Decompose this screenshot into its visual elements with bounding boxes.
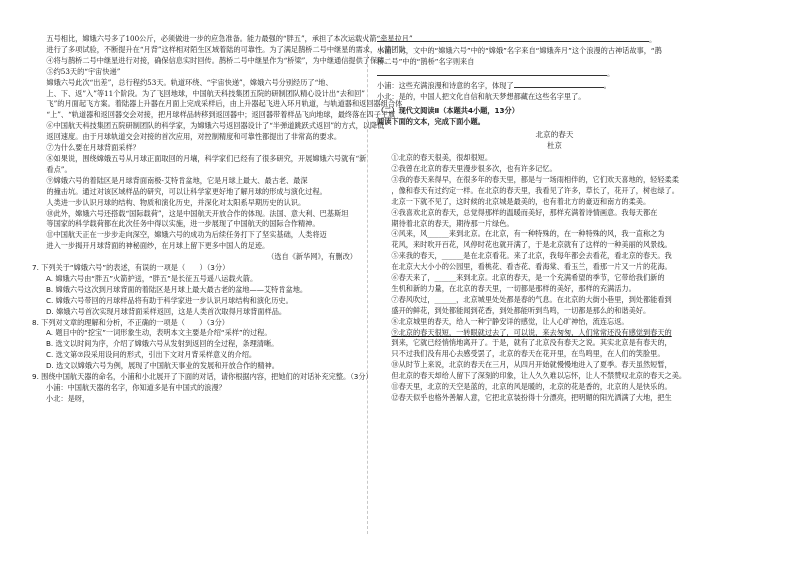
essay-paragraph: ⑪春天里，北京的天空是蓝的，北京的风是暖的，北京的花是香的，北京的人是快乐的。 (391, 382, 672, 392)
essay-paragraph: ⑨北京的春天很短，一转眼就过去了，可以说，来去匆匆，人们常常还没有感觉到春天的 (391, 327, 672, 337)
article-paragraph: 返回速度。由于月球轨道交会对接的首次应用，对控制精度和可靠性都提出了非常高的要求。 (46, 132, 342, 142)
question-stem: 8. 下列对文章的理解和分析，不正确的一项是（ ）（3分） (32, 317, 229, 327)
essay-paragraph: ⑤来我的春天，______是在北京看花。来了北京，我每年都会去看花，看北京的春天。我 (391, 251, 672, 261)
article-paragraph: 看点”。 (46, 164, 72, 174)
essay-author: 杜京 (547, 141, 562, 151)
article-paragraph: 人类进一步认识月球的结构、物质和演化历史，并深化对太阳系早期历史的认识。 (46, 197, 306, 207)
dialogue-right-4: 小北：是的，中国人把文化自信和航天梦想都藏在这些名字里了。 (377, 91, 586, 101)
left-questions (32, 263, 373, 383)
essay-paragraph: ⑩从时节上来说，北京的春天在三月，从四月开始就慢慢地进入了夏季。春天虽然短暂， (391, 360, 672, 370)
question-option[interactable]: D. 嫦娥六号首次实现月球背面采样返回，这是人类首次取得月球背面样品。 (46, 306, 287, 316)
essay-paragraph: 但北京的春天却给人留下了深刻的印象，让人久久难以忘怀，让人不禁赞叹北京的春天之美。 (391, 371, 687, 381)
essay-paragraph: 到来，它就已经悄悄地离开了。于是，就有了北京没有春天之说。其实北京是有春天的， (391, 338, 672, 348)
right-column (377, 34, 732, 404)
question-option[interactable]: A. 题目中的“挖宝”一词形象生动，表明本文主要是介绍“采样”的过程。 (46, 328, 272, 338)
essay-paragraph: ④我喜欢北京的春天，总觉得那样的温暖而美好，那样充满着诗情画意。我每天都在 (391, 207, 658, 217)
essay-paragraph: ②我曾在北京的春天里漫步很多次，也有许多记忆。 (391, 163, 557, 173)
question-option[interactable]: B. 选文以时间为序，介绍了嫦娥六号从发射到返回的全过程，条理清晰。 (46, 339, 279, 349)
essay-title: 北京的春天 (535, 130, 574, 140)
article-paragraph: ⑤约53天的“宇宙快递” (46, 66, 121, 76)
essay-paragraph: ，像和春天有过约定一样。在北京的春天里，我看见了许多，草长了，花开了，树也绿了。 (391, 185, 679, 195)
article-paragraph: 的撞击坑。通过对该区域样品的研究，可以让科学家更好地了解月球的形成与演化过程。 (46, 186, 327, 196)
left-article (32, 34, 413, 252)
essay-paragraph: ⑧北京城里的春天，给人一种宁静安详的感觉，让人心旷神怡，流连忘返。 (391, 316, 629, 326)
left-column (32, 34, 413, 405)
question-option[interactable]: A. 嫦娥六号由“胖五”火箭护送，“胖五”是长征五号遥八运载火箭。 (46, 273, 258, 283)
question-option[interactable]: C. 嫦娥六号带回的月球样品将有助于科学家进一步认识月球结构和演化历史。 (46, 295, 293, 305)
essay-paragraph: 期待着北京的春天，期待那一片绿色。 (391, 218, 514, 228)
article-paragraph: 五号相比，嫦娥六号多了100公斤，必须做进一步的应急准备。能力最强的“胖五”，承担了本次运载火箭“牵星拉月” (46, 34, 413, 43)
article-paragraph: 飞”的月面起飞方案。着陆器上升器在月面上完成采样后，由上升器起飞进入环月轨道，与轨道器和返回器组合体 (46, 99, 403, 109)
article-paragraph: 嫦娥六号此次“出差”，总行程约53天。轨道环绕、“宇宙快递”，嫦娥六号分别经历了“地、 (46, 77, 333, 87)
question-option[interactable]: B. 嫦娥六号这次到月球背面的着陆区是月球上最大最古老的盆地——艾特肯盆地。 (46, 284, 308, 294)
article-paragraph: 上、下、返”入”等11个阶段。为了飞回地球，中国航天科技集团五院的研制团队精心设计出“去和回” (46, 88, 365, 98)
article-paragraph: 等国家的科学载荷都在此次任务中得以实施，进一步展现了中国航天的国际合作精神。 (46, 219, 320, 229)
article-paragraph: ⑪中国航天正在一步步走向深空，嫦娥六号的成功为后续任务打下了坚实基础，人类将迈 (46, 230, 327, 240)
section-heading: （二）现代文阅读Ⅱ（本题共4小题，13分） (377, 106, 519, 116)
question-option[interactable]: C. 选文第⑦段采用设问的形式，引出下文对月背采样意义的介绍。 (46, 350, 257, 360)
essay-paragraph: 花风，来时吹开百花，风停时花也就开满了，于是北京就有了这样的一种美丽的风景线。 (391, 240, 672, 250)
essay-paragraph: 盛开的鲜花，到处都能闻到花香，到处都能听到鸟鸣，一切都是那么的和谐美好。 (391, 305, 651, 315)
article-source: （选自《新华网》，有删改） (267, 252, 357, 262)
essay-paragraph: 北京一下就不见了，这时候的北京城是最美的，也有着北方的豪迈和南方的柔美。 (391, 196, 651, 206)
essay-paragraph: 生机和新的力量，在北京的春天里，一切都是那样的美好，那样的充满活力。 (391, 283, 636, 293)
essay-paragraph: ①北京的春天很美，很却很短。 (391, 153, 493, 163)
essay-paragraph: ④风来，风______来到北京。在北京，有一种特殊的，在一种特殊的风，我一直称之为 (391, 229, 665, 239)
question-stem: 9. 围绕中国航天器的命名，小浦和小北展开了下面的对话，请你根据内容，把她们的对话补充完整。（3分） (32, 372, 373, 382)
article-paragraph: ⑩此外，嫦娥六号还搭载“国际载荷”，这是中国航天开放合作的体现。法国、意大利、巴基斯坦 (46, 208, 349, 218)
question-option[interactable]: D. 选文以嫦娥六号为例，展现了中国航天事业的发展和开放合作的精神。 (46, 361, 279, 371)
essay-paragraph: 在北京大大小小的公园里，看桃花、看杏花、看海棠、看玉兰，看那一片又一片的花海。 (391, 262, 672, 272)
question-stem: 7. 下列关于“嫦娥六号”的表述，有误的一项是（ ）（3分） (32, 263, 230, 273)
article-paragraph: 进入一步揭开月球背面的神秘面纱，在月球上留下更多中国人的足迹。 (46, 241, 270, 251)
dialogue-right-1: 小浦：对，文中的“嫦娥六号”中的“嫦娥”名字来自“嫦娥奔月”这个浪漫的古神话故事，“鹊 (377, 45, 662, 55)
essay-paragraph: 只不过我们没有用心去感受罢了，北京的春天在花开里，在鸟鸣里，在人们的笑脸里。 (391, 349, 665, 359)
essay-paragraph: ⑫春天似乎也格外善解人意，它把北京装扮得十分漂亮，把明媚的阳光洒满了大地，把生 (391, 393, 672, 402)
essay-paragraph: ③我的春天来得早，在很多年的春天里，都是与一场雨相伴的，它们欢天喜地的，轻轻柔柔 (391, 174, 679, 184)
article-paragraph: 进行了多项试验，不断提升在“月背”这样相对陌生区域着陆的可靠性。为了满足鹊桥二号中继星的需求，火箭团队 (46, 44, 406, 54)
essay-paragraph: ⑦春风吹过，______，北京城里处处都是春的气息。在北京的大街小巷里，到处都能看到 (391, 294, 672, 304)
answer-blank-mid[interactable]: 。 (377, 68, 732, 80)
article-paragraph: ⑨嫦娥六号的着陆区是月球背面南极-艾特肯盆地，它是月球上最大、最古老、最深 (46, 175, 308, 185)
article-paragraph: ⑦为什么要在月球背面采样？ (46, 143, 140, 153)
reading-instruction: 阅读下面的文本，完成下面小题。 (377, 117, 485, 127)
essay-paragraph: ⑥春天来了，______来到北京。北京的春天，是一个充满希望的季节，它带给我们新的 (391, 273, 665, 283)
dialogue-right-2: 桥二号”中的“鹊桥”名字则来自 (377, 56, 475, 66)
article-paragraph: ⑥中国航天科技集团五院研制团队的科学家，为嫦娥六号返回器设计了“半弹道跳跃式返回”的方式，以降低 (46, 121, 385, 131)
dialogue-right-3: 小浦：这些充满浪漫和诗意的名字，体现了 。 (377, 80, 611, 90)
answer-blank-top[interactable]: 。 (377, 34, 732, 46)
article-paragraph: ④将与鹊桥二号中继星进行对接，确保信息实时回传。鹊桥二号中继星作为“桥梁”，为中继通信提供了保障。 (46, 55, 392, 65)
essay-body (377, 153, 732, 404)
article-paragraph: ⑧如果说，围绕嫦娥五号从月球正面取回的月壤，科学家们已经有了很多研究，开展嫦娥六号就有“新 (46, 153, 367, 163)
article-paragraph: “上”、“轨道器和返回器交会对接，把月球样品转移到返回器中；返回器带着样品飞向地球，最终落在四子王旗 (46, 110, 396, 120)
dialogue-line-2: 小北：是呀， (46, 393, 90, 403)
dialogue-line-1: 小浦：中国航天器的名字，你知道多是有中国式的浪漫？ (46, 383, 226, 392)
